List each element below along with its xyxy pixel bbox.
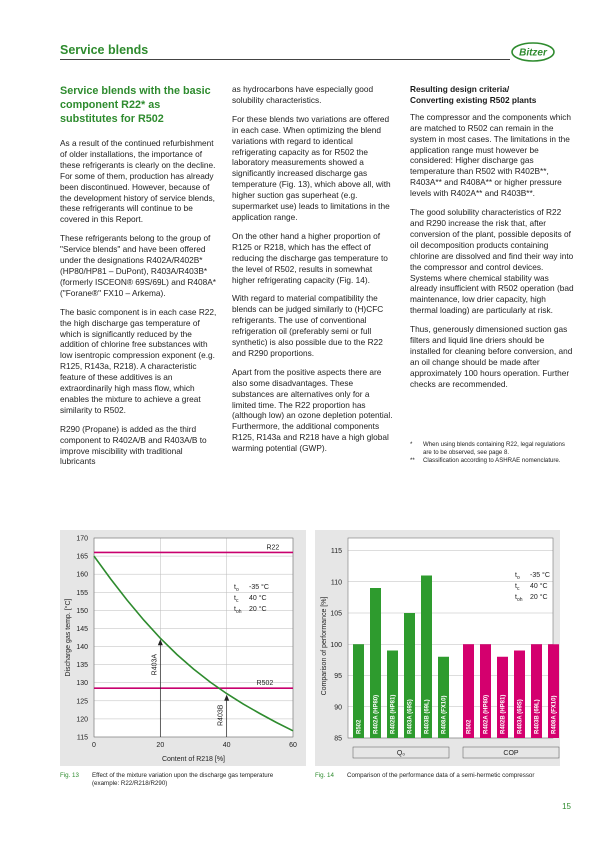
bar-label: R403B (69L) [534,699,541,734]
caption-fig-number: Fig. 13 [60,772,79,779]
fig13-panel [60,530,306,766]
bar-label: R408A (FX10) [551,695,558,734]
y-tick-label: 165 [76,553,88,561]
col3-paragraph: Thus, generously dimensioned suction gas filters and liquid line driers should be installed for cleaning before conversion, and an oil change should be made after approximately 100 hours operation. Further checks are recommended. [410,324,573,389]
fig14-chart [315,530,560,766]
bar-label: R402A (HP80) [483,694,490,734]
section-header-title: Service blends [60,43,149,57]
logo-text: Bitzer [519,47,547,59]
fig13-caption [60,772,300,788]
y-tick-label: 140 [76,644,88,652]
col1-paragraph: These refrigerants belong to the group of "Service blends" and have been offered under the designations R402A/R402B* (HP80/HP81 – DuPont), R403A/R403B* (formerly ISCEON® 69S/69L) and R408A* ("Forane®" FX10 – Arkema). [60,233,216,298]
x-axis-label: Content of R218 [%] [161,756,226,763]
x-tick-label: 40 [222,742,231,749]
y-tick-label: 110 [330,579,342,587]
caption-text: Comparison of the performance data of a semi-hermetic compressor [347,772,535,779]
bar-label: R502 [466,719,473,734]
fig13-chart [60,530,306,766]
x-tick-label: 20 [156,742,165,749]
bar-label: R502 [356,719,363,734]
bar-label: R408A (FX10) [441,695,448,734]
column-3 [410,84,574,398]
subtitle-line-1: Resulting design criteria/ [410,84,510,94]
condition-label: $t_c$ 40 °C [515,583,548,592]
col2-paragraph: as hydrocarbons have especially good solubility characteristics. [232,84,374,105]
bar-label: R403A (69S) [517,699,524,734]
fig14-panel [315,530,560,766]
y-tick-label: 120 [76,716,88,724]
plot-area [94,538,293,737]
footnote [410,457,574,465]
footnote-mark: ** [410,457,415,464]
design-criteria-subtitle [410,84,574,106]
y-tick-label: 90 [334,704,342,712]
y-tick-label: 100 [330,641,342,649]
bar-label: R402A (HP80) [373,694,380,734]
group-label: Q₀ [396,750,406,757]
x-tick-label: 60 [289,742,297,749]
condition-label: $t_{oh}$ 20 °C [234,606,267,615]
y-tick-label: 160 [76,571,88,579]
col2-paragraph: Apart from the positive aspects there are also some disadvantages. These substances are alternatives only for a limited time. The R22 proportion has (although low) an ozone depletion potential. Furthermore, the additional components R125, R143a and R218 have a high global warming potential (GWP). [232,366,393,454]
condition-label: $t_{oh}$ 20 °C [515,594,548,603]
reference-label: R22 [266,544,280,552]
column-1 [60,84,218,475]
y-tick-label: 145 [76,625,88,633]
marker-label: R403B [217,704,225,726]
bar-label: R402B (HP81) [390,694,397,734]
y-axis-label: Comparison of performance [%] [321,596,328,696]
y-tick-label: 95 [334,673,342,680]
x-tick-label: 0 [92,742,96,749]
y-tick-label: 170 [76,535,88,543]
y-tick-label: 105 [330,610,342,618]
col1-paragraph: R290 (Propane) is added as the third component to R402A/B and R403A/B to improve miscibility with traditional lubricants [60,423,207,467]
bar-label: R402B (HP81) [500,694,507,734]
fig14-caption [315,772,555,780]
reference-label: R502 [256,680,274,688]
condition-label: $t_c$ 40 °C [234,595,267,604]
caption-fig-number: Fig. 14 [315,772,334,779]
footnote-text: When using blends containing R22, legal regulations are to be observed, see page 8. [423,441,565,456]
col1-paragraph: The basic component is in each case R22, the high discharge gas temperature of which is significantly reduced by the addition of chlorine free substances with low isentropic compression exponent (e.g. R125, R143a, R218). A characteristic feature of these additives is an extraordinarily high mass flow, which enables the mixture to achieve a great similarity to R502. [60,306,217,415]
col1-paragraph: As a result of the continued refurbishment of older installations, the importance of these refrigerants is clearly on the decline. For some of them, production has already been discontinued. However, because of the development history of service blends, these refrigerants will continue to be covered in this Report. [60,138,216,225]
condition-label: $t_o$ -35 °C [234,584,269,593]
col2-paragraph: On the other hand a higher proportion of R125 or R218, which has the effect of reducing the discharge gas temperature to the level of R502, results in somewhat higher refrigerating capacity (Fig. 14). [232,230,388,285]
footnote-mark: * [410,441,413,448]
condition-label: $t_o$ -35 °C [515,572,550,581]
y-tick-label: 130 [76,680,88,688]
y-axis-label: Discharge gas temp. [°C] [65,598,72,677]
footnote-text: Classification according to ASHRAE nomenclature. [423,457,561,464]
page-number: 15 [562,802,571,811]
y-tick-label: 135 [76,662,88,670]
col3-paragraph: The good solubility characteristics of R22 and R290 increase the risk that, after conversion of the plant, possible deposits of oil decomposition products containing chlorine are dissolved and find their way into the compressor and control devices. Systems where chemical stability was already insufficient with R502 operation (bad maintenance, low drier capacity, high thermal loading) are particularly at risk. [410,207,574,316]
column-2 [232,84,394,462]
y-tick-label: 150 [76,607,88,615]
header-rule [60,59,510,60]
y-tick-label: 115 [76,734,88,742]
caption-text: Effect of the mixture variation upon the discharge gas temperature (example: R22/R218/R290) [92,772,274,787]
y-tick-label: 115 [330,548,342,555]
y-tick-label: 85 [334,735,342,743]
col3-paragraph: The compressor and the components which are matched to R502 can remain in the system in most cases. The limitations in the application range must however be considered: Higher discharge gas temperature than R502 with R402B**, R403A** and R408A** or higher pressure levels with R402A** and R403B**. [410,111,571,199]
bar-label: R403A (69S) [407,699,414,734]
group-label: COP [503,750,519,757]
bitzer-logo [510,40,556,64]
marker-label: R403A [151,653,159,676]
col2-paragraph: With regard to material compatibility the blends can be judged similarly to (H)CFC refrigerants. The use of conventional refrigeration oil (preferably semi or full synthetic) is also possible due to the R22 and R290 proportions. [232,293,384,358]
footnote [410,441,574,457]
bar-label: R403B (69L) [424,699,431,734]
y-tick-label: 155 [76,589,88,597]
footnotes [410,441,574,465]
y-tick-label: 125 [76,698,88,706]
subtitle-line-2: Converting existing R502 plants [410,94,537,105]
article-title: Service blends with the basic component R22* as substitutes for R502 [60,85,211,125]
col2-paragraph: For these blends two variations are offered in each case. When optimizing the blend variations with regard to identical refrigerating capacity as for R502 the laboratory measurements showed a significantly increased discharge gas temperature (Fig. 13), which above all, with higher suction gas superheat (e.g. supermarket use) leads to limitations in the application range. [232,113,391,222]
